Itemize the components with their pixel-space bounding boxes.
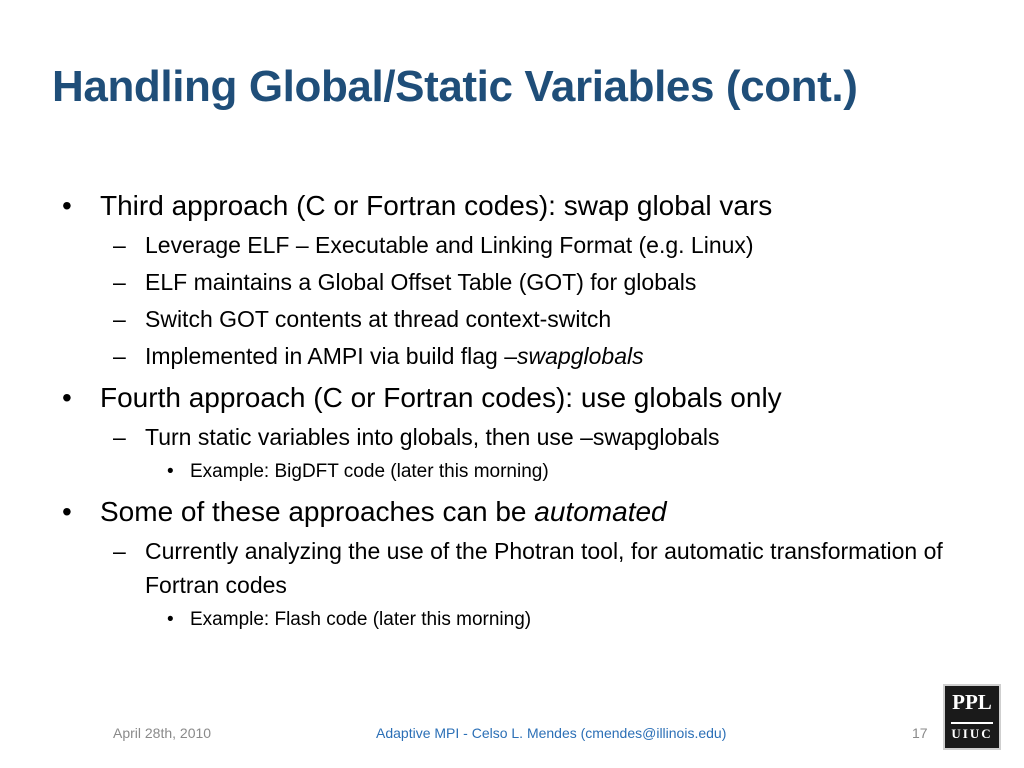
bullet-marker: • xyxy=(62,190,72,221)
sub-bullet-item xyxy=(60,534,945,602)
sub-sub-bullet-item xyxy=(60,605,980,635)
bullet-marker: • xyxy=(167,609,174,630)
bullet-marker: • xyxy=(167,461,174,482)
sub-sub-bullet-item xyxy=(60,457,980,487)
bullet-list xyxy=(60,184,980,635)
dash-marker: – xyxy=(113,424,126,450)
sub-bullet-item xyxy=(60,228,980,262)
bullet-marker: • xyxy=(62,382,72,413)
ppl-uiuc-logo xyxy=(943,684,1001,750)
bullet-marker: • xyxy=(62,496,72,527)
slide-title: Handling Global/Static Variables (cont.) xyxy=(52,62,858,111)
footer-date: April 28th, 2010 xyxy=(113,725,212,741)
bullet-text: Some of these approaches can be xyxy=(100,496,535,527)
sub-bullet-text: Implemented in AMPI via build flag – xyxy=(145,343,518,369)
page-number: 17 xyxy=(912,725,928,741)
sub-sub-bullet-text: Example: Flash code (later this morning) xyxy=(190,609,532,630)
bullet-text: Third approach (C or Fortran codes): swap global vars xyxy=(100,190,773,221)
sub-bullet-item xyxy=(60,420,980,454)
bullet-italic-text: automated xyxy=(534,496,667,527)
sub-bullet-italic-text: swapglobals xyxy=(517,343,644,369)
sub-bullet-item xyxy=(60,302,980,336)
footer-author-contact: Adaptive MPI - Celso L. Mendes (cmendes@illinois.edu) xyxy=(376,725,727,741)
sub-bullet-item xyxy=(60,265,980,299)
sub-bullet-text: Leverage ELF – Executable and Linking Format (e.g. Linux) xyxy=(145,232,754,258)
dash-marker: – xyxy=(113,269,126,295)
sub-bullet-item xyxy=(60,339,980,373)
dash-marker: – xyxy=(113,343,126,369)
logo-bottom-text: UIUC xyxy=(951,726,993,741)
sub-bullet-text: Currently analyzing the use of the Photran tool, for automatic transformation of Fortran codes xyxy=(145,538,943,598)
dash-marker: – xyxy=(113,538,126,564)
dash-marker: – xyxy=(113,232,126,258)
bullet-text: Fourth approach (C or Fortran codes): use globals only xyxy=(100,382,782,413)
sub-sub-bullet-text: Example: BigDFT code (later this morning) xyxy=(190,461,549,482)
dash-marker: – xyxy=(113,306,126,332)
bullet-item-automated xyxy=(60,493,980,531)
sub-bullet-text: Turn static variables into globals, then use –swapglobals xyxy=(145,424,720,450)
sub-bullet-text: ELF maintains a Global Offset Table (GOT) for globals xyxy=(145,269,697,295)
sub-bullet-text: Switch GOT contents at thread context-switch xyxy=(145,306,612,332)
logo-top-text: PPL xyxy=(952,690,992,714)
bullet-item-third-approach xyxy=(60,187,980,225)
logo-divider xyxy=(951,722,993,724)
bullet-item-fourth-approach xyxy=(60,379,980,417)
